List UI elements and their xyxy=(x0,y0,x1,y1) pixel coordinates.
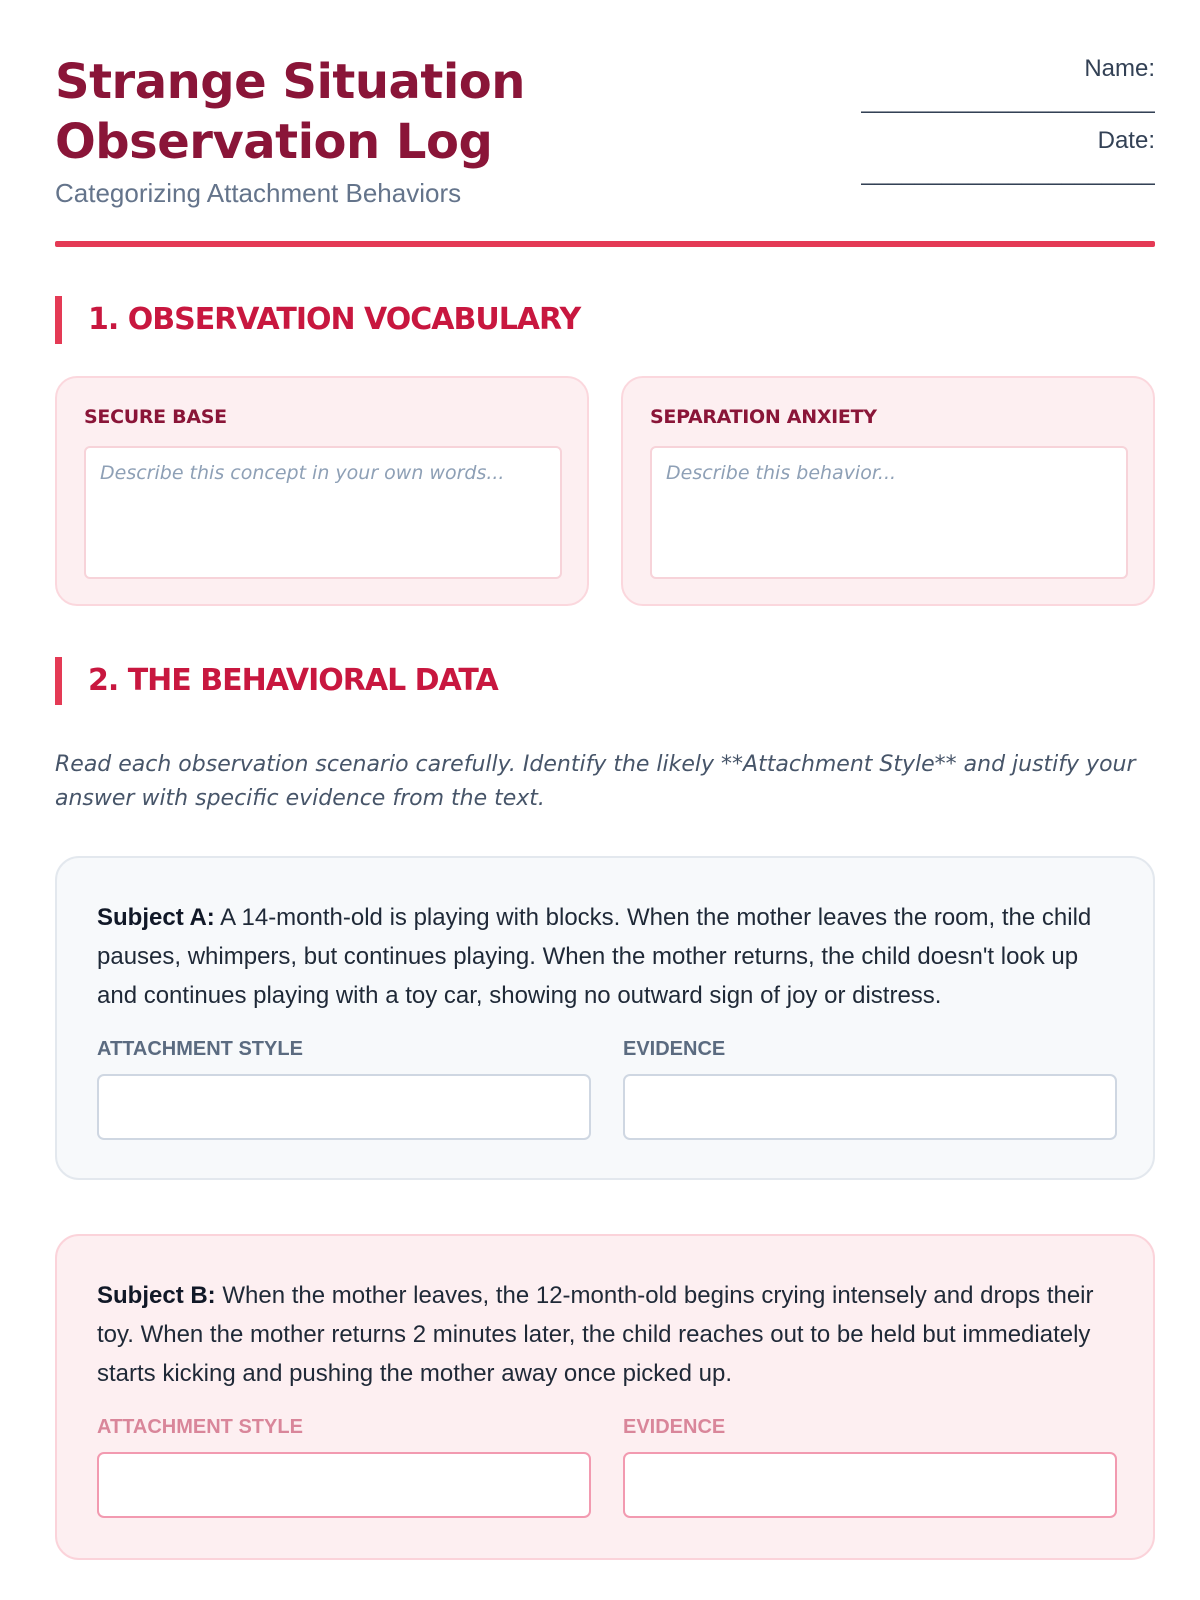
name-date-block xyxy=(835,52,1155,196)
vocab-term: SEPARATION ANXIETY xyxy=(650,406,877,428)
vocab-card-separation-anxiety xyxy=(621,376,1155,606)
worksheet-page xyxy=(55,0,1155,1600)
section-heading-behavioral-data: 2. THE BEHAVIORAL DATA xyxy=(55,657,498,705)
scenario-text xyxy=(97,898,1107,1015)
secure-base-definition-input[interactable] xyxy=(84,446,562,579)
subject-card-b xyxy=(55,1234,1155,1560)
page-subtitle: Categorizing Attachment Behaviors xyxy=(55,178,462,208)
section-heading-vocabulary: 1. OBSERVATION VOCABULARY xyxy=(55,296,580,344)
separation-anxiety-definition-input[interactable] xyxy=(650,446,1128,579)
subject-a-attachment-style-input[interactable] xyxy=(97,1074,591,1140)
date-label: Date: xyxy=(1097,127,1155,154)
header-divider xyxy=(55,241,1155,247)
subject-a-evidence-input[interactable] xyxy=(623,1074,1117,1140)
name-label: Name: xyxy=(1084,55,1155,82)
vocab-term: SECURE BASE xyxy=(84,406,227,428)
subject-label: Subject B: xyxy=(97,1282,216,1309)
attachment-style-label: ATTACHMENT STYLE xyxy=(97,1038,303,1060)
vocab-card-secure-base xyxy=(55,376,589,606)
evidence-label: EVIDENCE xyxy=(623,1416,726,1438)
instructions: Read each observation scenario carefully. Identify the likely **Attachment Style** and justify your answer with specific evidence from the text. xyxy=(55,752,1136,811)
subject-card-a xyxy=(55,856,1155,1180)
scenario-description: When the mother leaves, the 12-month-old begins crying intensely and drops their toy. When the mother returns 2 minutes later, the child reaches out to be held but immediately starts kicking and pushing the mother away once picked up. xyxy=(97,1282,1094,1387)
subject-label: Subject A: xyxy=(97,904,215,931)
date-line[interactable]: ______________________ xyxy=(861,159,1155,186)
evidence-label: EVIDENCE xyxy=(623,1038,726,1060)
attachment-style-label: ATTACHMENT STYLE xyxy=(97,1416,303,1438)
subject-b-attachment-style-input[interactable] xyxy=(97,1452,591,1518)
page-title: Strange Situation Observation Log xyxy=(55,54,525,170)
name-line[interactable]: ______________________ xyxy=(861,87,1155,114)
scenario-text xyxy=(97,1276,1107,1393)
scenario-description: A 14-month-old is playing with blocks. When the mother leaves the room, the child pauses, whimpers, but continues playing. When the mother returns, the child doesn't look up and continues playing with a toy car, showing no outward sign of joy or distress. xyxy=(97,904,1092,1009)
subject-b-evidence-input[interactable] xyxy=(623,1452,1117,1518)
